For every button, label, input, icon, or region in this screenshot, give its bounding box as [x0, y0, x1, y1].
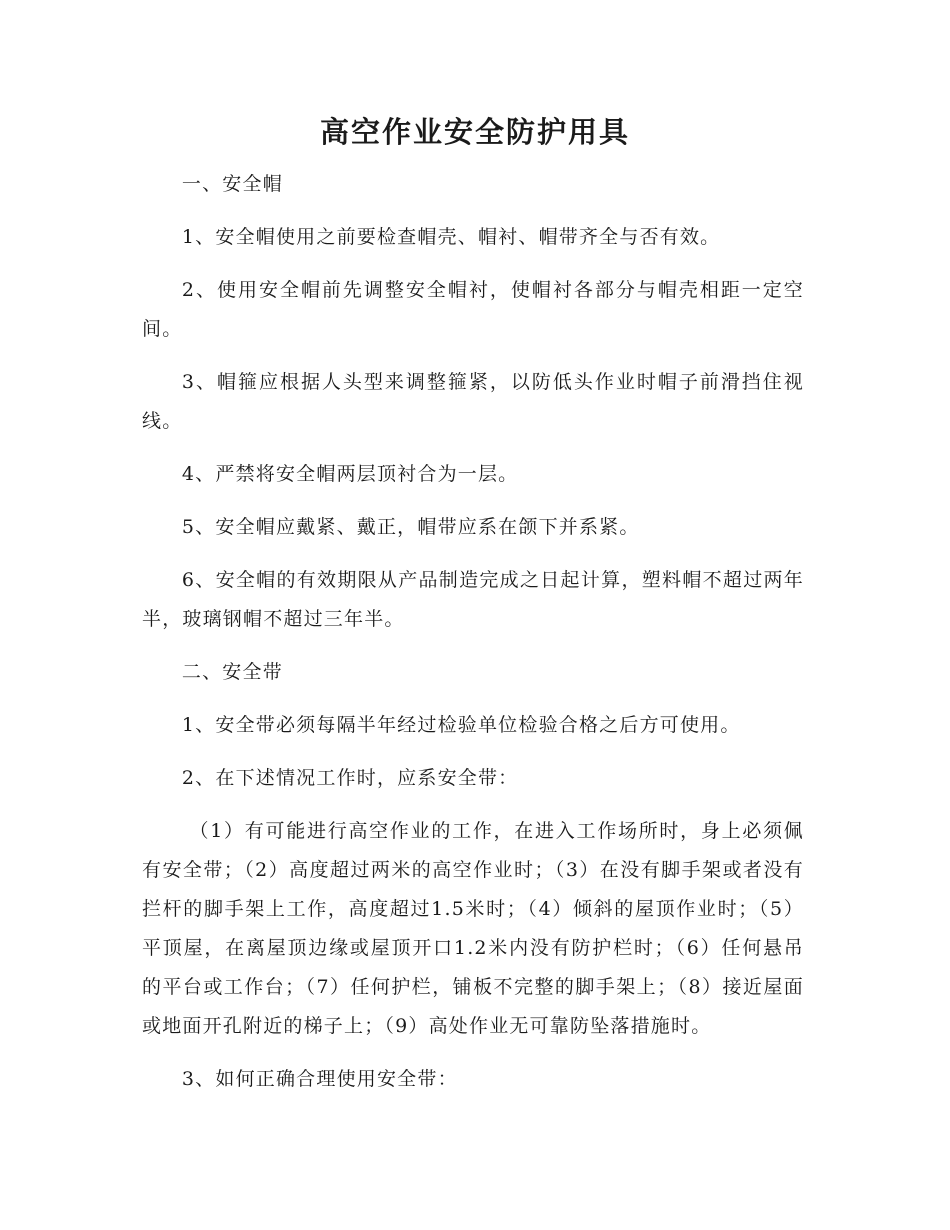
paragraph: 5、安全帽应戴紧、戴正，帽带应系在颌下并系紧。: [181, 516, 640, 538]
section-heading-helmet: 一、安全帽: [181, 173, 283, 195]
section-heading-harness: 二、安全带: [181, 661, 283, 683]
paragraph: 2、使用安全帽前先调整安全帽衬，使帽衬各部分与帽壳相距一定空间。: [142, 279, 804, 340]
paragraph: 1、安全带必须每隔半年经过检验单位检验合格之后方可使用。: [181, 714, 741, 736]
paragraph: 4、严禁将安全帽两层顶衬合为一层。: [181, 463, 519, 485]
document-body: [142, 165, 804, 1113]
paragraph: 3、如何正确合理使用安全带：: [181, 1068, 458, 1090]
paragraph: 1、安全帽使用之前要检查帽壳、帽衬、帽带齐全与否有效。: [181, 226, 721, 248]
document-title: 高空作业安全防护用具: [319, 115, 630, 149]
paragraph: 6、安全帽的有效期限从产品制造完成之日起计算，塑料帽不超过两年半，玻璃钢帽不超过三年半。: [142, 569, 804, 630]
paragraph: 2、在下述情况工作时，应系安全带：: [181, 767, 519, 789]
paragraph-conditions-list: （1）有可能进行高空作业的工作，在进入工作场所时，身上必须佩有安全带；（2）高度超过两米的高空作业时；（3）在没有脚手架或者没有拦杆的脚手架上工作，高度超过1.5米时；（4）倾斜的屋顶作业时；（5）平顶屋，在离屋顶边缘或屋顶开口1.2米内没有防护栏时；（6）任何悬吊的平台或工作台；（7）任何护栏，铺板不完整的脚手架上；（8）接近屋面或地面开孔附近的梯子上；（9）高处作业无可靠防坠落措施时。: [142, 820, 804, 1037]
paragraph: 3、帽箍应根据人头型来调整箍紧，以防低头作业时帽子前滑挡住视线。: [142, 371, 804, 432]
